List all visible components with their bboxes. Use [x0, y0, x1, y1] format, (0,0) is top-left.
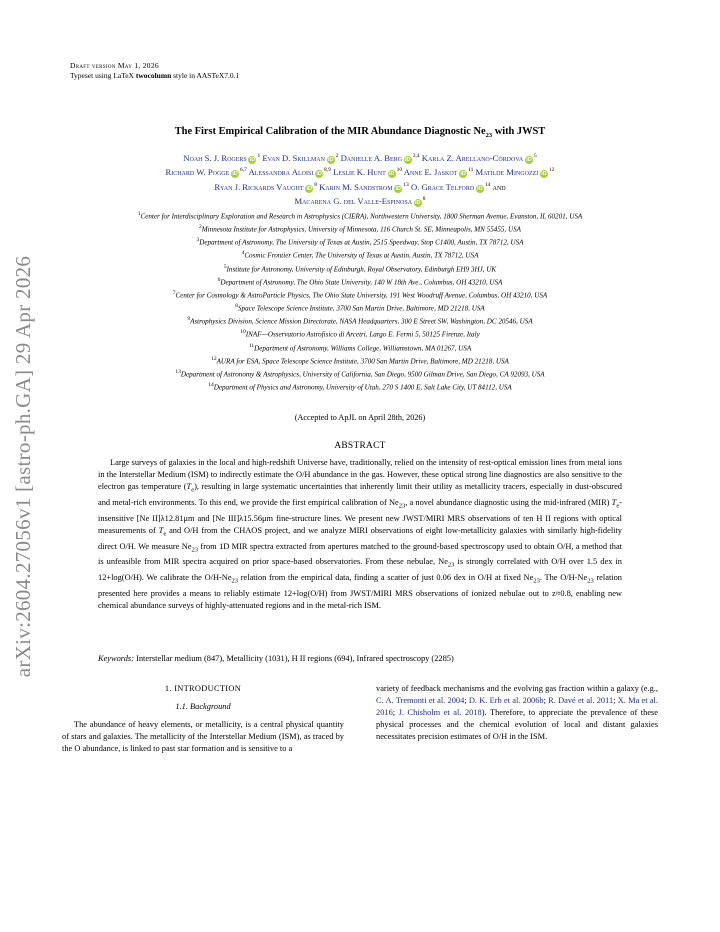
affiliation-number: 9: [187, 316, 191, 323]
author-affil-sup: 14: [484, 181, 491, 188]
affiliation-number: 12: [211, 355, 217, 362]
author-affil-sup: 8: [422, 196, 426, 203]
author-name[interactable]: Richard W. Pogge: [165, 167, 230, 178]
orcid-icon[interactable]: iD: [232, 171, 238, 178]
affiliation-text: Department of Astronomy, The Ohio State University, 140 W 18th Ave., Columbus, OH 43210, USA: [220, 278, 503, 287]
author-affil-sup: 1: [257, 153, 261, 159]
orcid-icon[interactable]: iD: [327, 156, 334, 163]
affiliation: [62, 235, 658, 248]
affiliation-number: 8: [235, 303, 238, 310]
author-name[interactable]: Danielle A. Berg: [340, 152, 403, 163]
symbol-te: T: [186, 482, 192, 492]
intro-paragraph: The abundance of heavy elements, or metallicity, is a central physical quantity of stars and galaxies. The metallicity of the Interstellar Medium (ISM), as traced by the O abundance, is linked to past star formation and is sensitive to a: [62, 720, 344, 754]
affiliation-number: 4: [241, 250, 245, 257]
citation-sep: ;: [392, 708, 399, 718]
affiliation-number: 1: [137, 211, 141, 217]
abstract-segment: is strongly correlated with O/H over 1.5 dex in 12+log(O/H). We calibrate the O/H-Ne: [98, 557, 622, 583]
orcid-icon[interactable]: iD: [526, 156, 532, 163]
affiliation-text: Institute for Astronomy, University of Edinburgh, Royal Observatory, Edinburgh EH9 3HJ, UK: [226, 264, 497, 273]
ne23-sub: 23: [587, 577, 594, 585]
abstract-segment: relation from the empirical data, finding a scatter of just 0.06 dex in O/H at fixed Ne: [238, 573, 534, 583]
orcid-icon[interactable]: iD: [415, 200, 421, 207]
symbol-te-sub: e: [616, 502, 620, 510]
affiliation-text: Department of Astronomy, Williams College, Williamstown, MA 01267, USA: [254, 343, 472, 352]
citation-link[interactable]: C. A. Tremonti et al. 2004: [376, 696, 465, 706]
affiliation-text: INAF—Osservatorio Astrofisico di Arcetri, Largo E. Fermi 5, 50125 Firenze, Italy: [245, 330, 480, 339]
subsection-heading: 1.1. Background: [175, 702, 231, 712]
affiliation: [62, 222, 658, 235]
orcid-icon[interactable]: iD: [306, 185, 312, 192]
paper-title: [70, 126, 650, 139]
arxiv-identifier-stamp: [9, 0, 39, 932]
right-column: [376, 683, 658, 743]
author-affil-sup: 8,9: [324, 167, 331, 174]
citation-sep: ;: [464, 696, 469, 706]
author-affil-sup: 6,7: [240, 167, 247, 174]
title-subscript: 23: [485, 132, 493, 140]
symbol-te-sub: e: [191, 486, 195, 494]
abstract-segment: Large surveys of galaxies in the local and high-redshift Universe have, traditionally, relied on the intensity of rest-optical emission lines from metal ions in the Interstellar Medium (ISM) to indirectly estimate the O/H abundance in the gas. However, these optical strong line diagnostics are also sensitive to the electron gas temperature (: [98, 458, 622, 492]
affiliation: [62, 367, 658, 380]
abstract-segment: ), resulting in large systematic uncertainties that inherently limit their utility as metallicity tracers, especially in dust-obscured and metal-rich environments. To this end, we provide the first empirical calibration of Ne: [98, 482, 622, 507]
keywords-label: Keywords:: [98, 654, 134, 663]
author-name[interactable]: Ryan J. Rickards Vaught: [214, 181, 304, 192]
affiliation: [62, 209, 658, 222]
affiliation-text: Center for Cosmology & AstroParticle Physics, The Ohio State University, 191 West Woodruff Avenue, Columbus, OH 43210, USA: [175, 291, 548, 300]
affiliation: [62, 380, 658, 393]
typeset-style: twocolumn: [135, 70, 172, 80]
typeset-suffix: style in AASTeX7.0.1: [171, 70, 240, 80]
affiliation-number: 13: [175, 368, 181, 375]
affiliation-number: 2: [199, 224, 202, 231]
citation-sep: ;: [613, 696, 618, 706]
arxiv-id-text: arXiv:2604.27056v1 [astro-ph.GA] 29 Apr 2026: [11, 255, 36, 677]
affiliation: [62, 341, 658, 354]
citation-link[interactable]: X. Ma et al. 2016: [376, 696, 658, 718]
orcid-icon[interactable]: iD: [477, 185, 483, 192]
ne23-sub: 23: [231, 577, 239, 585]
author-name[interactable]: Evan D. Skillman: [262, 152, 325, 163]
header-meta: [70, 61, 239, 80]
affiliation-text: Department of Astronomy, The University of Texas at Austin, 2515 Speedway, Stop C1400, Austin, TX 78712, USA: [199, 238, 524, 247]
author-name[interactable]: Alessandra Aloisi: [248, 167, 314, 178]
affiliation-number: 5: [223, 263, 227, 270]
affiliation-number: 14: [208, 382, 214, 389]
affiliation-text: Cosmic Frontier Center, The University of Texas at Austin, Austin, TX 78712, USA: [244, 251, 479, 260]
affiliation-text: Astrophysics Division, Science Mission Directorate, NASA Headquarters, 300 E Street SW, Washington, DC 20546, USA: [190, 317, 533, 326]
affiliation-number: 11: [248, 342, 255, 349]
affiliation: [62, 301, 658, 314]
abstract-segment: and O/H from the CHAOS project, and we analyze MIRI observations of eight low-metallicity galaxies with similarly high-fidelity direct O/H. We measure Ne: [98, 525, 622, 551]
orcid-icon[interactable]: iD: [405, 156, 411, 163]
latex-logo: LaTeX: [113, 70, 134, 80]
author-affil-sup: 3,4: [412, 153, 420, 159]
author-affil-sup: 11: [468, 167, 474, 174]
intro-text: variety of feedback mechanisms and the evolving gas fraction within a galaxy (e.g.,: [376, 684, 658, 693]
ne23-sub: 23: [447, 562, 455, 570]
affiliation-text: AURA for ESA, Space Telescope Science Institute, 3700 San Martin Drive, Baltimore, MD 21218, USA: [216, 357, 509, 366]
left-column: [62, 683, 344, 755]
keywords-text: Interstellar medium (847), Metallicity (1031), H II regions (694), Infrared spectroscopy (2285): [133, 654, 454, 663]
citation-link[interactable]: R. Davé et al. 2011: [548, 696, 614, 706]
affiliation-text: Department of Astronomy & Astrophysics, University of California, San Diego, 9500 Gilman Drive, San Diego, CA 92093, USA: [180, 370, 545, 379]
acceptance-note: (Accepted to ApJL on April 28th, 2026): [294, 413, 426, 422]
affiliation-text: Department of Physics and Astronomy, University of Utah, 270 S 1400 E, Salt Lake City, UT 84112, USA: [213, 383, 512, 392]
draft-version: Draft version May 1, 2026: [70, 61, 159, 70]
orcid-icon[interactable]: iD: [395, 185, 402, 192]
author-affil-sup: 5: [533, 153, 537, 159]
abstract-heading: ABSTRACT: [334, 441, 386, 451]
author-affil-sup: 13: [403, 181, 409, 188]
ne23-sub: 23: [191, 546, 199, 554]
abstract-segment: , a novel abundance diagnostic using the mid-infrared (MIR): [405, 497, 612, 507]
abstract-segment: -insensitive [Ne II]λ12.81μm and [Ne III]λ15.56μm fine-structure lines. We present new JWST/MIRI MRS observations of ten H II regions with optical measurements of: [98, 497, 623, 535]
keywords-line: [98, 654, 658, 663]
author-list: [62, 150, 658, 208]
affiliation-number: 3: [196, 237, 200, 244]
section-heading: 1. INTRODUCTION: [164, 684, 242, 693]
author-name[interactable]: Noah S. J. Rogers: [183, 152, 247, 163]
author-affil-sup: 2: [335, 153, 339, 159]
symbol-te: T: [611, 497, 617, 507]
abstract-segment: relation presented here provides a means to reliably estimate 12+log(O/H) from JWST/MIRI MRS observations of ionized nebulae out to z≈0.8, enabling new chemical abundance surveys of highly-attenuated regions and in the metal-rich ISM.: [98, 573, 622, 610]
citation-sep: ;: [543, 696, 549, 706]
affiliation-number: 10: [240, 329, 246, 336]
affiliation-text: Minnesota Institute for Astrophysics, University of Minnesota, 116 Church St. SE, Minneapolis, MN 55455, USA: [201, 225, 521, 234]
orcid-icon[interactable]: iD: [316, 171, 322, 178]
citation-link[interactable]: J. Chisholm et al. 2018: [398, 708, 482, 718]
orcid-icon[interactable]: iD: [249, 156, 256, 163]
affiliation-number: 7: [172, 289, 176, 296]
abstract-segment: from 1D MIR spectra extracted from apertures matched to the ground-based spectroscopy used to obtain O/H, a method that is unfeasible from MIR spectra acquired on prior space-based observatories. From these nebulae, Ne: [98, 541, 622, 567]
affiliation-text: Center for Interdisciplinary Exploration and Research in Astrophysics (CIERA), Northwestern University, 1800 Sherman Avenue, Evanston, IL 60201, USA: [140, 212, 583, 221]
orcid-icon[interactable]: iD: [460, 171, 466, 178]
abstract-segment: . The O/H-Ne: [539, 573, 588, 583]
intro-text: ). Therefore, to appreciate the prevalence of these physical processes and the chemical evolution of local and distant galaxies necessitates precision estimates of O/H in the ISM.: [376, 708, 659, 742]
orcid-icon[interactable]: iD: [388, 171, 395, 178]
author-name[interactable]: Anne E. Jaskot: [403, 167, 458, 178]
author-and: and: [492, 181, 506, 192]
author-affil-sup: 10: [396, 167, 403, 174]
ne23-sub: 23: [398, 502, 406, 510]
affiliation: [62, 354, 658, 367]
citation-link[interactable]: D. K. Erb et al. 2006b: [468, 696, 544, 706]
orcid-icon[interactable]: iD: [541, 171, 547, 178]
affiliation: [62, 327, 658, 340]
affiliation: [62, 275, 658, 288]
title-main: The First Empirical Calibration of the MIR Abundance Diagnostic Ne: [174, 126, 486, 137]
symbol-te: T: [158, 525, 164, 535]
author-name[interactable]: Karin M. Sandstrom: [319, 181, 393, 192]
typeset-prefix: Typeset using: [70, 70, 114, 80]
author-name[interactable]: O. Grace Telford: [410, 181, 475, 192]
affiliation: [62, 262, 658, 275]
affiliation: [62, 314, 658, 327]
author-name[interactable]: Macarena G. del Valle-Espinosa: [294, 196, 413, 207]
affiliation-text: Space Telescope Science Institute, 3700 San Martin Drive, Baltimore, MD 21218, USA: [238, 304, 485, 313]
typeset-line: [70, 71, 239, 81]
affiliation-number: 6: [217, 276, 221, 283]
author-name[interactable]: Leslie K. Hunt: [333, 167, 386, 178]
abstract-text: [98, 457, 622, 612]
ne23-sub: 23: [533, 577, 540, 585]
title-end: with JWST: [492, 126, 546, 137]
symbol-te-sub: e: [163, 530, 167, 538]
affiliation: [62, 248, 658, 261]
affiliation: [62, 288, 658, 301]
author-affil-sup: 8: [314, 181, 317, 188]
affiliation-list: [62, 209, 658, 393]
author-name[interactable]: Karla Z. Arellano-Córdova: [421, 152, 524, 163]
author-affil-sup: 12: [549, 167, 555, 174]
author-name[interactable]: Matilde Mingozzi: [475, 167, 539, 178]
